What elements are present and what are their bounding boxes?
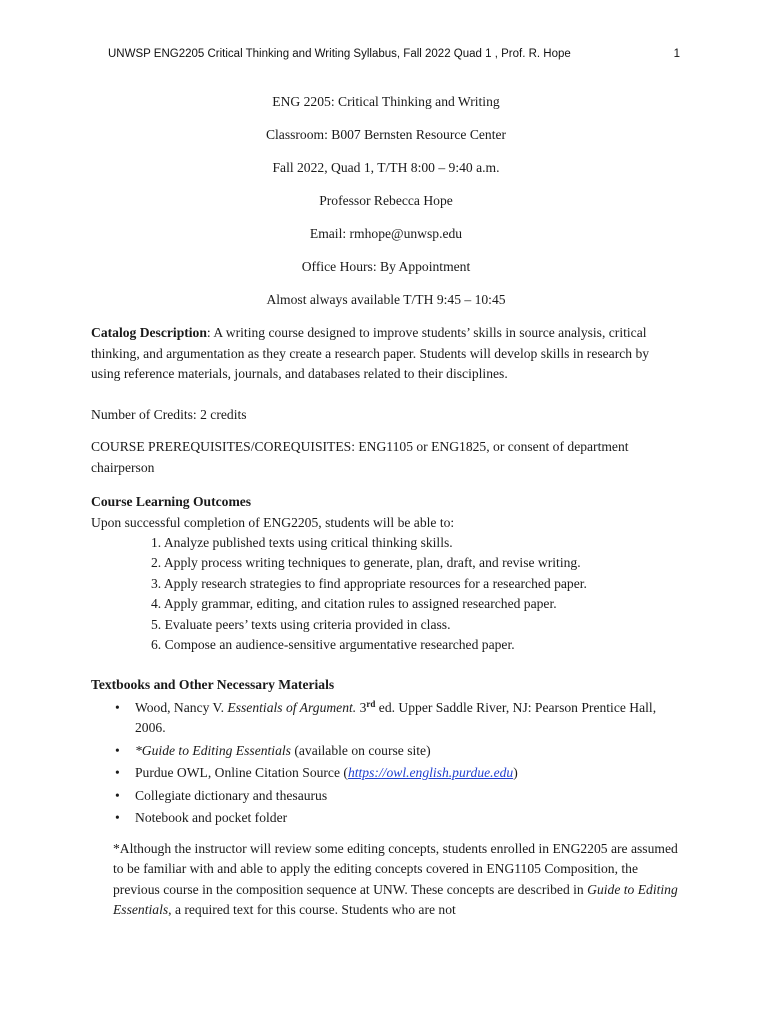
credits: Number of Credits: 2 credits bbox=[91, 406, 247, 422]
outcomes-list bbox=[91, 533, 681, 655]
catalog-description bbox=[91, 323, 681, 385]
material-item-guide bbox=[135, 741, 681, 762]
material-item-dictionary: • Collegiate dictionary and thesaurus bbox=[135, 786, 681, 807]
title-block bbox=[91, 92, 681, 311]
materials-list bbox=[91, 698, 681, 829]
document-body bbox=[91, 92, 681, 921]
professor-name: Professor Rebecca Hope bbox=[319, 193, 453, 208]
outcome-item: 3. Apply research strategies to find appropriate resources for a researched paper. bbox=[151, 575, 587, 591]
running-title: UNWSP ENG2205 Critical Thinking and Writing Syllabus, Fall 2022 Quad 1 , Prof. R. Hope bbox=[108, 48, 571, 60]
outcome-item: 1. Analyze published texts using critical thinking skills. bbox=[151, 535, 453, 550]
guide-title: *Guide to Editing Essentials bbox=[135, 742, 291, 758]
note-text-2: , a required text for this course. Students who are not bbox=[168, 902, 456, 918]
outcome-item: 4. Apply grammar, editing, and citation rules to assigned researched paper. bbox=[151, 596, 557, 612]
page-number: 1 bbox=[673, 48, 680, 60]
textbook-edition: 3 bbox=[356, 699, 367, 715]
page-header bbox=[108, 48, 680, 60]
term-schedule: Fall 2022, Quad 1, T/TH 8:00 – 9:40 a.m. bbox=[272, 160, 500, 175]
textbook-author: Wood, Nancy V. bbox=[135, 699, 228, 715]
catalog-text: : A writing course designed to improve students’ skills in source analysis, critical thinking, and argumentation as they create a research paper. Students will develop skills in research by using reference materials, journals, and databases related to their disciplines. bbox=[91, 325, 650, 381]
note-guide-title: Guide to Editing Essentials bbox=[113, 881, 678, 918]
availability: Almost always available T/TH 9:45 – 10:45 bbox=[266, 292, 506, 307]
outcome-item: 2. Apply process writing techniques to generate, plan, draft, and revise writing. bbox=[151, 555, 581, 571]
material-item-textbook bbox=[135, 698, 681, 739]
office-hours: Office Hours: By Appointment bbox=[301, 259, 471, 274]
editing-note bbox=[91, 839, 681, 921]
outcome-item: 5. Evaluate peers’ texts using criteria provided in class. bbox=[151, 616, 451, 632]
materials-heading: Textbooks and Other Necessary Materials bbox=[91, 677, 335, 693]
textbook-title: Essentials of Argument. bbox=[227, 699, 357, 715]
textbook-publisher: ed. Upper Saddle River, NJ: Pearson Prentice Hall, 2006. bbox=[135, 699, 657, 736]
outcomes-heading: Course Learning Outcomes bbox=[91, 494, 252, 509]
owl-link[interactable]: https://owl.english.purdue.edu bbox=[347, 765, 514, 781]
note-text-1: *Although the instructor will review some editing concepts, students enrolled in ENG2205 are assumed to be familiar with and able to apply the editing concepts covered in ENG1105 Composition, the previous course in the composition sequence at UNW. These concepts are described in bbox=[113, 840, 678, 897]
owl-close: ) bbox=[513, 765, 518, 781]
material-item-owl bbox=[135, 763, 681, 784]
professor-email: Email: rmhope@unwsp.edu bbox=[309, 226, 463, 241]
owl-text: Purdue OWL, Online Citation Source ( bbox=[135, 765, 348, 781]
outcome-item: 6. Compose an audience-sensitive argumentative researched paper. bbox=[151, 637, 515, 653]
material-item-notebook: • Notebook and pocket folder bbox=[135, 808, 681, 829]
prerequisites: COURSE PREREQUISITES/COREQUISITES: ENG1105 or ENG1825, or consent of department chairperson bbox=[91, 439, 629, 475]
classroom: Classroom: B007 Bernsten Resource Center bbox=[265, 127, 507, 142]
outcomes-intro: Upon successful completion of ENG2205, students will be able to: bbox=[91, 514, 455, 530]
course-title: ENG 2205: Critical Thinking and Writing bbox=[272, 94, 500, 109]
catalog-label: Catalog Description bbox=[91, 325, 207, 340]
textbook-edition-suffix: rd bbox=[366, 698, 376, 709]
guide-note: (available on course site) bbox=[290, 742, 431, 758]
